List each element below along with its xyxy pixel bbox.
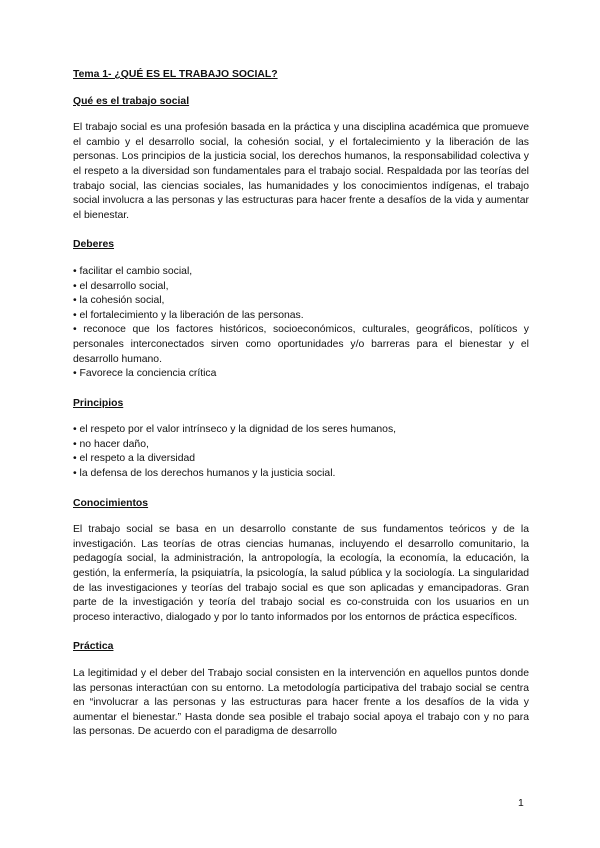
list-deberes bbox=[73, 265, 529, 382]
heading-principios: Principios bbox=[73, 397, 124, 409]
list-item: • el fortalecimiento y la liberación de las personas. bbox=[73, 309, 529, 324]
page-number: 1 bbox=[518, 798, 524, 809]
heading-deberes: Deberes bbox=[73, 239, 115, 251]
paragraph-que-es: El trabajo social es una profesión basada en la práctica y una disciplina académica que promueve el cambio y el desarrollo social, la cohesión social, y el fortalecimiento y la liberación de las personas. Los principios de la justicia social, los derechos humanos, la responsabilidad colectiva y el respeto a la diversidad son fundamentales para el trabajo social. Respaldada por las teorías del trabajo social, las ciencias sociales, las humanidades y los conocimientos indígenas, el trabajo social involucra a las personas y las estructuras para hacer frente a desafíos de la vida y aumentar el bienestar. bbox=[73, 122, 529, 221]
list-item: • facilitar el cambio social, bbox=[73, 265, 529, 280]
heading-practica: Práctica bbox=[73, 641, 114, 653]
list-principios bbox=[73, 423, 529, 481]
list-item: • reconoce que los factores históricos, socioeconómicos, culturales, geográficos, políticos y personales interconectados sirven como oportunidades y/o barreras para el bienestar y el desarrollo humano. bbox=[73, 323, 529, 367]
document-title: Tema 1- ¿QUÉ ES EL TRABAJO SOCIAL? bbox=[73, 69, 278, 80]
list-item: • la defensa de los derechos humanos y la justicia social. bbox=[73, 467, 529, 482]
list-item: • no hacer daño, bbox=[73, 438, 529, 453]
list-item: • la cohesión social, bbox=[73, 294, 529, 309]
list-item: • el desarrollo social, bbox=[73, 280, 529, 295]
list-item: • el respeto a la diversidad bbox=[73, 452, 529, 467]
paragraph-practica: La legitimidad y el deber del Trabajo social consisten en la intervención en aquellos puntos donde las personas interactúan con su entorno. La metodología participativa del trabajo social se centra en “involucrar a las personas y las estructuras para hacer frente a los desafíos de la vida y aumentar el bienestar.” Hasta donde sea posible el trabajo social apoya el trabajo con y no para las personas. De acuerdo con el paradigma de desarrollo bbox=[73, 668, 529, 738]
heading-que-es: Qué es el trabajo social bbox=[73, 95, 190, 107]
list-item: • el respeto por el valor intrínseco y la dignidad de los seres humanos, bbox=[73, 423, 529, 438]
document-page bbox=[73, 68, 529, 755]
heading-conocimientos: Conocimientos bbox=[73, 497, 149, 509]
list-item: • Favorece la conciencia crítica bbox=[73, 367, 529, 382]
paragraph-conocimientos: El trabajo social se basa en un desarrollo constante de sus fundamentos teóricos y de la investigación. Las teorías de otras ciencias humanas, incluyendo el desarrollo comunitario, la pedagogía social, la administración, la antropología, la ecología, la economía, la educación, la gestión, la enfermería, la psiquiatría, la psicología, la salud pública y la sociología. La singularidad de las investigaciones y teorías del trabajo social es que son aplicadas y emancipadoras. Gran parte de la investigación y teoría del trabajo social es co-construida con los usuarios en un proceso interactivo, dialogado y por lo tanto informados por los entornos de práctica específicos. bbox=[73, 524, 529, 623]
